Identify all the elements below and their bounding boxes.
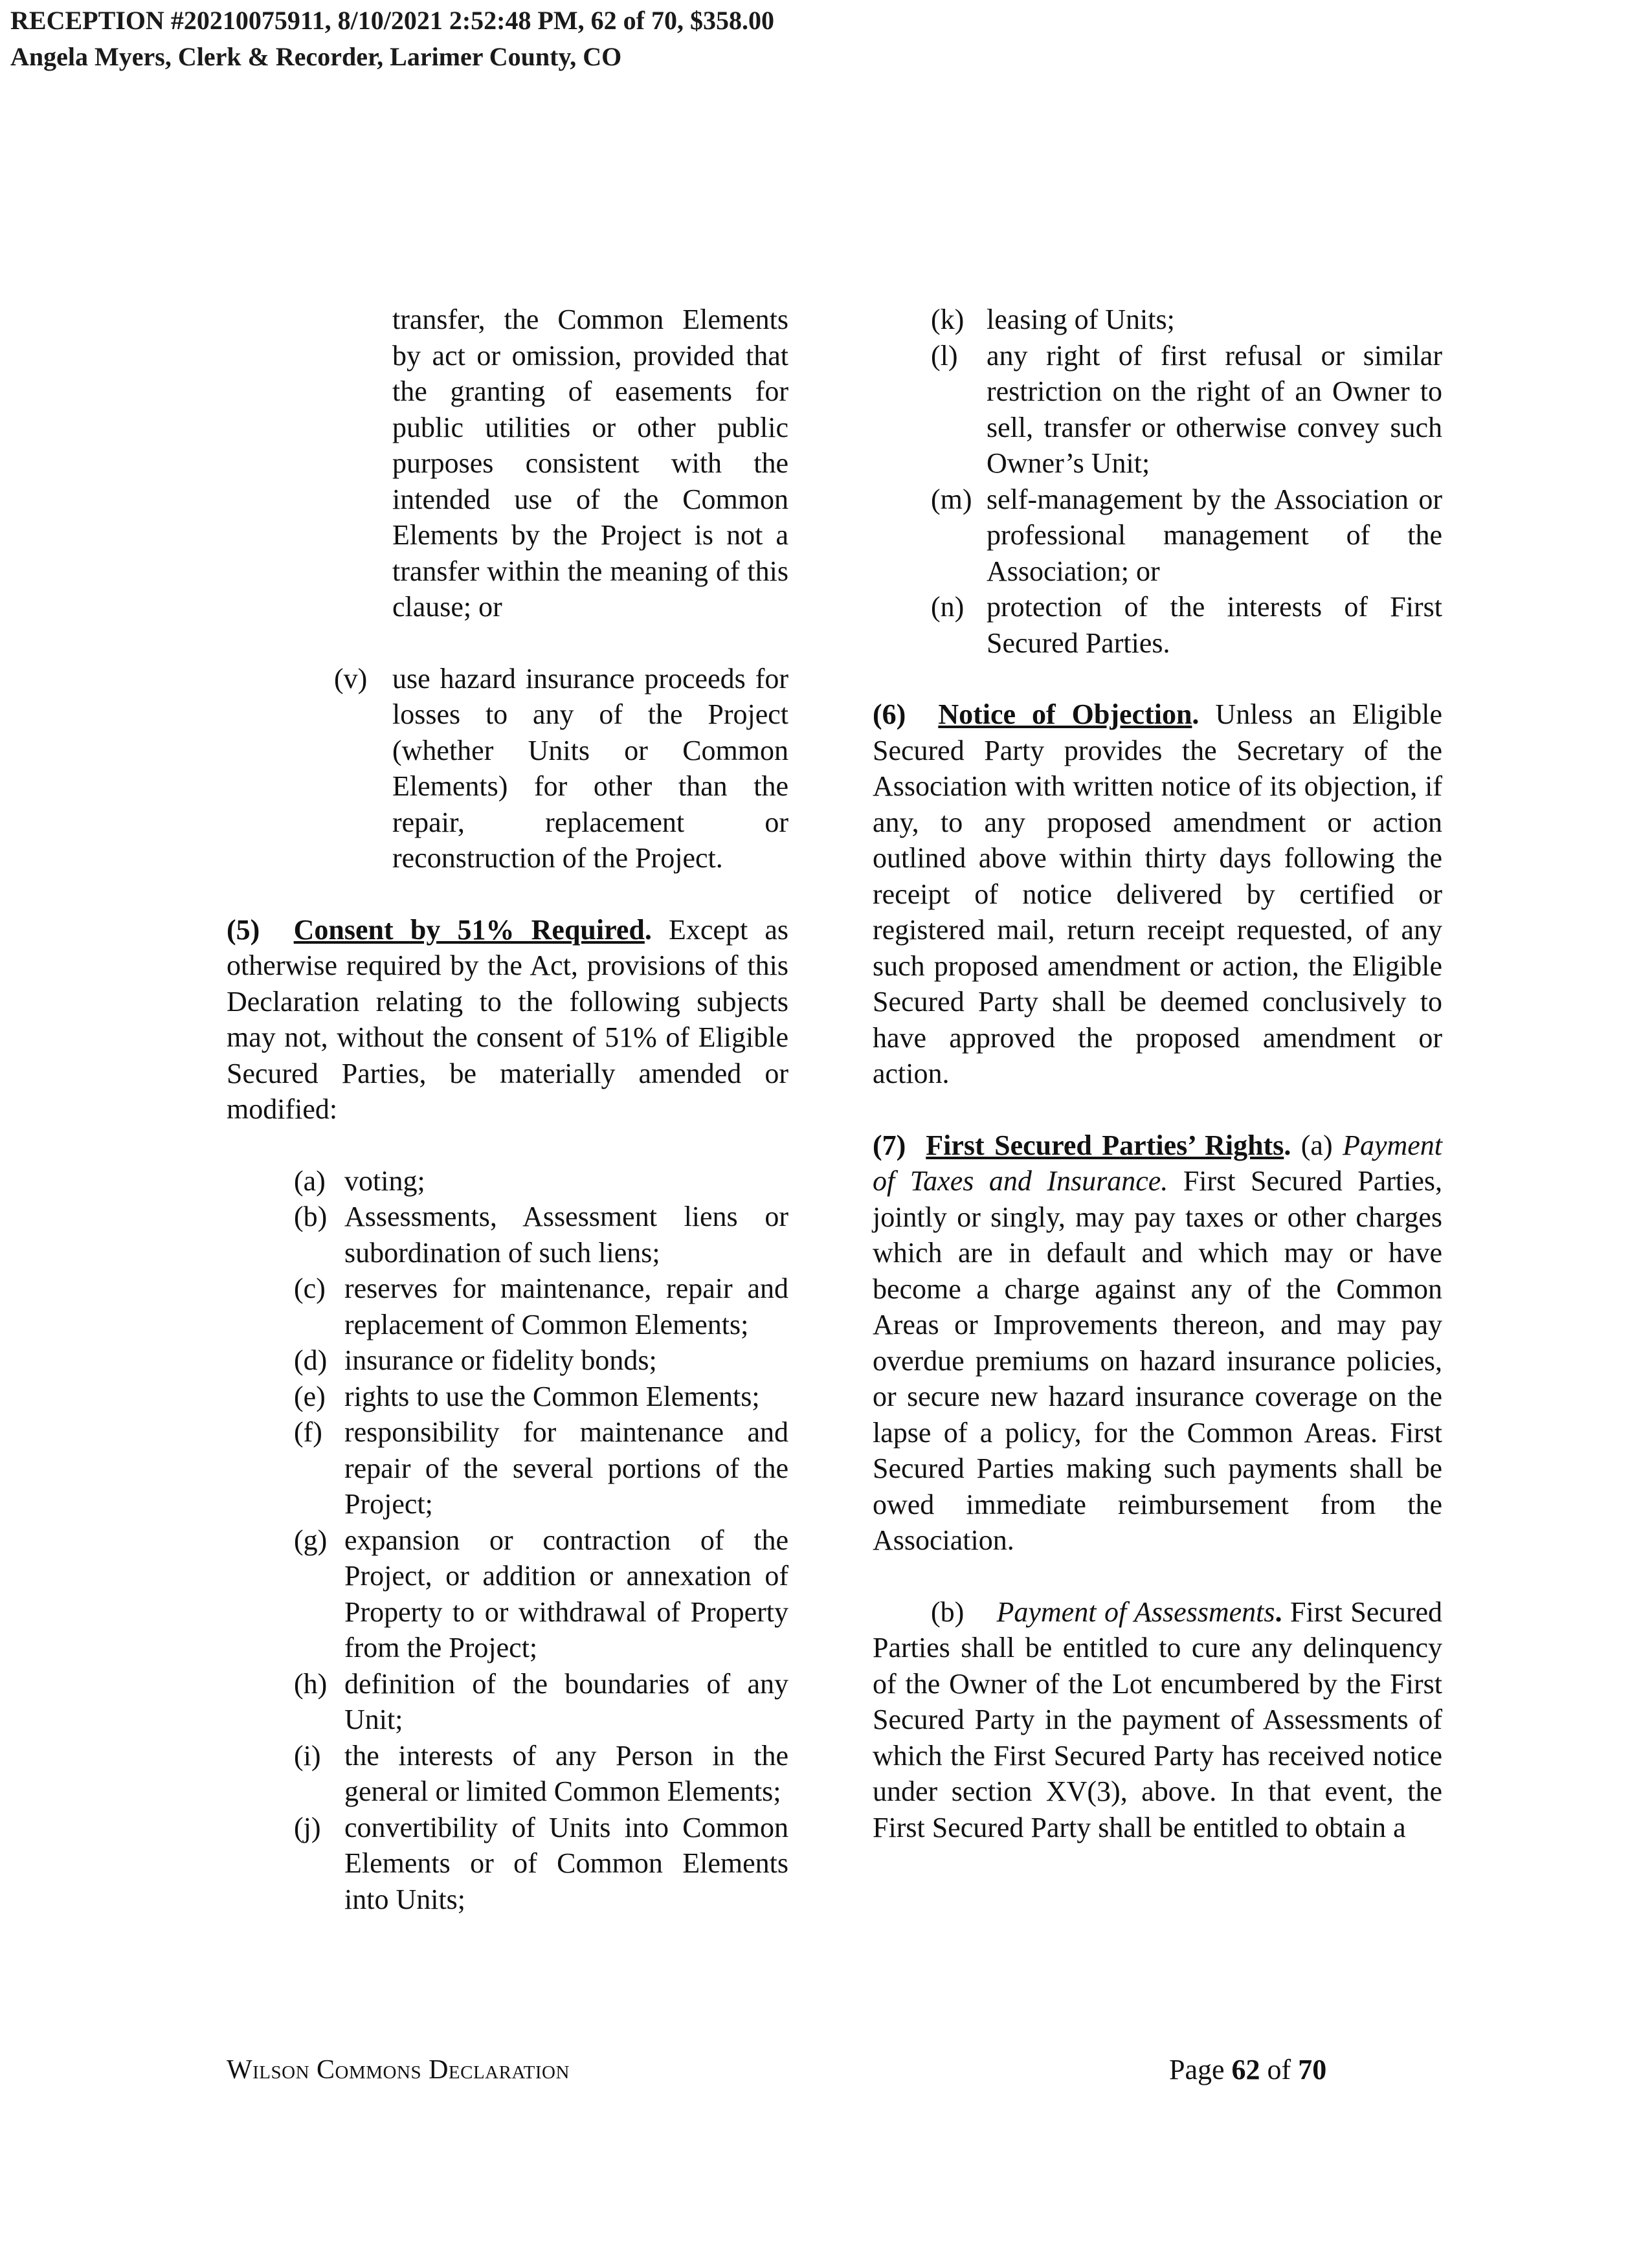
list-item: (k) leasing of Units;: [931, 304, 1175, 335]
list-item: (l) any right of first refusal or similar restriction on the right of an Owner to sell, transfer or otherwise convey such Owner’s Unit;: [931, 339, 1442, 479]
subsection-a-label: (a): [1291, 1129, 1343, 1161]
list-item: (j) convertibility of Units into Common Elements or of Common Elements into Units;: [294, 1811, 788, 1915]
subsection-a-title: Payment of Taxes and Insurance.: [873, 1129, 1442, 1197]
recording-header: [10, 3, 774, 75]
left-column: [227, 302, 788, 1917]
list-item: (f) responsibility for maintenance and repair of the several portions of the Project;: [294, 1416, 788, 1520]
continued-item-iv: [227, 302, 788, 625]
item-label: (v): [334, 662, 368, 695]
continued-item-text: transfer, the Common Elements by act or omission, provided that the granting of easements for public utilities or other public purposes consistent with the intended use of the Common Elements by the Project is not a transfer within the meaning of this clause; or: [392, 304, 788, 623]
list-item: (c) reserves for maintenance, repair and replacement of Common Elements;: [294, 1273, 788, 1340]
section-5-paragraph: (5) Consent by 51% Required. Except as otherwise required by the Act, provisions of this Declaration relating to the following subjects may not, without the consent of 51% of Eligible Secured Parties, be materially amended or modified:: [227, 913, 789, 1125]
footer-page-number: Page 62 of 70: [1169, 2054, 1327, 2085]
section-heading: First Secured Parties’ Rights: [926, 1129, 1284, 1161]
total-pages: 70: [1298, 2054, 1327, 2085]
section-6-paragraph: (6) Notice of Objection. Unless an Eligible Secured Party provides the Secretary of the Association with written notice of its objection, if any, to any proposed amendment or action outlined above within thirty days following the receipt of notice delivered by certified or registered mail, return receipt requested, of any such proposed amendment or action, the Eligible Secured Party shall be deemed conclusively to have approved the proposed amendment or action.: [873, 698, 1443, 1089]
item-v: [227, 661, 788, 876]
section-body: Unless an Eligible Secured Party provides the Secretary of the Association with written notice of its objection, if any, to any proposed amendment or action outlined above within thirty days following the receipt of notice delivered by certified or registered mail, return receipt requested, of any such proposed amendment or action, the Eligible Secured Party shall be deemed conclusively to have approved the proposed amendment or action.: [873, 698, 1443, 1089]
section-7-paragraph: (7) First Secured Parties’ Rights. (a) Payment of Taxes and Insurance. First Secured Parties, jointly or singly, may pay taxes or other charges which are in default and which may or have become a charge against any of the Common Areas or Improvements thereon, and may pay overdue premiums on hazard insurance policies, or secure new hazard insurance coverage on the lapse of a policy, for the Common Areas. First Secured Parties making such payments shall be owed immediate reimbursement from the Association.: [873, 1129, 1442, 1556]
section-number: (5): [227, 913, 260, 946]
right-column: [873, 302, 1442, 1845]
item-text: use hazard insurance proceeds for losses to any of the Project (whether Units or Common Elements) for other than the repair, replacement or reconstruction of the Project.: [392, 662, 788, 874]
list-item: (m) self-management by the Association or professional management of the Association; or: [931, 483, 1442, 587]
list-item: (a) voting;: [294, 1164, 425, 1197]
subsection-b-body: First Secured Parties shall be entitled to cure any delinquency of the Owner of the Lot encumbered by the First Secured Party in the payment of Assessments of which the First Secured Party has received notice under section XV(3), above. In that event, the First Secured Party shall be entitled to obtain a: [873, 1596, 1443, 1843]
list-item: (d) insurance or fidelity bonds;: [294, 1344, 657, 1376]
section-heading: Consent by 51% Required: [293, 913, 645, 946]
section-number: (6): [873, 698, 906, 730]
subsection-a-body: First Secured Parties, jointly or singly, may pay taxes or other charges which are in default and which may or have become a charge against any of the Common Areas or Improvements thereon, and may pay overdue premiums on hazard insurance policies, or secure new hazard insurance coverage on the lapse of a policy, for the Common Areas. First Secured Parties making such payments shall be owed immediate reimbursement from the Association.: [873, 1165, 1442, 1556]
list-item: (h) definition of the boundaries of any Unit;: [294, 1667, 788, 1735]
section-number: (7): [873, 1129, 906, 1161]
recording-header-line2: Angela Myers, Clerk & Recorder, Larimer County, CO: [10, 42, 622, 71]
footer-document-title: Wilson Commons Declaration: [227, 2055, 570, 2085]
subsection-b-label: (b): [931, 1596, 972, 1628]
list-item: (i) the interests of any Person in the general or limited Common Elements;: [294, 1739, 788, 1807]
section-heading: Notice of Objection: [938, 698, 1192, 730]
section-body: Except as otherwise required by the Act, provisions of this Declaration relating to the following subjects may not, without the consent of 51% of Eligible Secured Parties, be materially amended or modified:: [227, 913, 789, 1125]
recording-header-line1: RECEPTION #20210075911, 8/10/2021 2:52:48 PM, 62 of 70, $358.00: [10, 6, 774, 35]
subsection-b-title: Payment of Assessments: [996, 1596, 1275, 1628]
section-7b-paragraph: (b) Payment of Assessments. First Secured Parties shall be entitled to cure any delinquency of the Owner of the Lot encumbered by the First Secured Party in the payment of Assessments of which the First Secured Party has received notice under section XV(3), above. In that event, the First Secured Party shall be entitled to obtain a: [873, 1596, 1443, 1843]
list-item: (g) expansion or contraction of the Project, or addition or annexation of Property to or withdrawal of Property from the Project;: [294, 1524, 788, 1663]
list-item: (b) Assessments, Assessment liens or subordination of such liens;: [294, 1201, 788, 1269]
list-item: (e) rights to use the Common Elements;: [294, 1380, 760, 1412]
current-page: 62: [1231, 2054, 1260, 2085]
list-item: (n) protection of the interests of First Secured Parties.: [931, 591, 1442, 659]
